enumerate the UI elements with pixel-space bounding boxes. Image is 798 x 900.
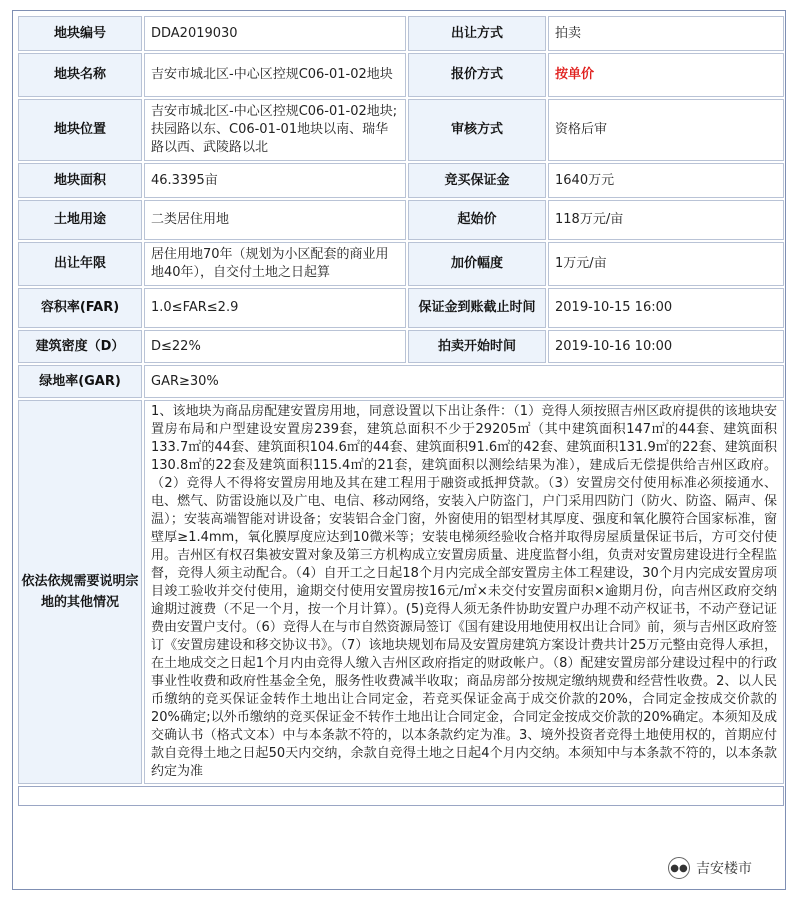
table-row [18,330,784,363]
bid-deposit-value: 1640万元 [548,163,784,198]
parcel-id-value: DDA2019030 [144,16,406,51]
empty-footer-cell [18,786,784,806]
parcel-location-label: 地块位置 [18,99,142,161]
land-use-label: 土地用途 [18,200,142,240]
parcel-location-value: 吉安市城北区-中心区控规C06-01-02地块;扶园路以东、C06-01-01地块以南、瑞华路以西、武陵路以北 [144,99,406,161]
watermark-text: 吉安楼市 [696,861,752,877]
starting-price-value: 118万元/亩 [548,200,784,240]
other-conditions-label: 依法依规需要说明宗地的其他情况 [18,400,142,784]
green-ratio-value: GAR≥30% [144,365,784,398]
parcel-name-label: 地块名称 [18,53,142,97]
other-conditions-text: 1、该地块为商品房配建安置房用地，同意设置以下出让条件：（1）竞得人须按照吉州区政府提供的该地块安置房布局和户型建设安置房239套，建筑总面积不少于29205㎡（其中建筑面积147㎡的44套、建筑面积133.7㎡的44套、建筑面积104.6㎡的44套、建筑面积91.6㎡的42套、建筑面积131.9㎡的22套、建筑面积130.8㎡的22套及建筑面积115.4㎡的21套，建筑面积以测绘结果为准），建成后无偿提供给吉州区政府。（2）竞得人不得将安置房用地及其在建工程用于融资或抵押贷款。（3）安置房交付使用标准必须接通水、电、燃气、防雷设施以及广电、电信、移动网络，安装入户防盗门，户门采用四防门（防火、防盗、隔声、保温）；安装高端智能对讲设备；安装铝合金门窗，外窗使用的铝型材其厚度、强度和氧化膜符合国家标准，窗壁厚≥1.4mm，氧化膜厚度应达到10微米等；安装电梯须经验收合格并取得房屋质量保证书后，方可交付使用。吉州区有权召集被安置对象及第三方机构成立安置房质量、进度监督小组，负责对安置房建设进行全程监督，竞得人须主动配合。（4）自开工之日起18个月内完成全部安置房主体工程建设，30个月内完成安置房项目竣工验收并交付使用，逾期交付使用安置房按16元/㎡×未交付安置房面积×逾期月份，向吉州区政府交纳逾期过渡费（不足一个月，按一个月计算）。(5)竞得人须无条件协助安置户办理不动产权证书，不动产登记证费由安置户支付。（6）竞得人在与市自然资源局签订《国有建设用地使用权出让合同》前，须与吉州区政府签订《安置房建设和移交协议书》。（7）该地块规划布局及安置房建筑方案设计费共计25万元整由竞得人承担，在土地成交之日起1个月内由竞得人缴入吉州区政府指定的财政帐户。（8）配建安置房部分建设过程中的行政事业性收费和政府性基金全免，服务性收费减半收取；商品房部分按规定缴纳规费和经营性收费。2、以人民币缴纳的竞买保证金转作土地出让合同定金，若竞买保证金高于成交价款的20%，合同定金按成交价款的20%确定;以外币缴纳的竞买保证金不转作土地出让合同定金，合同定金按成交价款的20%确定。本须知及成交确认书（格式文本）中与本条款不符的，以本条款约定为准。3、境外投资者竞得土地使用权的，首期应付款自竞得土地之日起50天内交纳，余款自竞得土地之日起4个月内交纳。本须知中与本条款不符的，以本条款约定为准 [144,400,784,784]
table-row [18,242,784,286]
table-row [18,99,784,161]
table-row [18,786,784,806]
transfer-method-label: 出让方式 [408,16,546,51]
parcel-area-label: 地块面积 [18,163,142,198]
review-method-value: 资格后审 [548,99,784,161]
table-row [18,400,784,784]
table-row [18,163,784,198]
transfer-method-value: 拍卖 [548,16,784,51]
parcel-name-value: 吉安市城北区-中心区控规C06-01-02地块 [144,53,406,97]
transfer-term-value: 居住用地70年（规划为小区配套的商业用地40年），自交付土地之日起算 [144,242,406,286]
parcel-area-value: 46.3395亩 [144,163,406,198]
table-row [18,16,784,51]
auction-start-value: 2019-10-16 10:00 [548,330,784,363]
table-row [18,53,784,97]
far-label: 容积率(FAR) [18,288,142,328]
building-density-label: 建筑密度（D） [18,330,142,363]
bid-increment-value: 1万元/亩 [548,242,784,286]
auction-start-label: 拍卖开始时间 [408,330,546,363]
review-method-label: 审核方式 [408,99,546,161]
transfer-term-label: 出让年限 [18,242,142,286]
land-info-table [16,14,786,808]
bid-deposit-label: 竞买保证金 [408,163,546,198]
green-ratio-label: 绿地率(GAR) [18,365,142,398]
building-density-value: D≤22% [144,330,406,363]
wechat-icon: ●● [668,857,690,879]
starting-price-label: 起始价 [408,200,546,240]
bid-increment-label: 加价幅度 [408,242,546,286]
watermark [668,857,752,879]
parcel-id-label: 地块编号 [18,16,142,51]
quote-method-label: 报价方式 [408,53,546,97]
land-use-value: 二类居住用地 [144,200,406,240]
table-row [18,200,784,240]
table-row [18,365,784,398]
table-row [18,288,784,328]
quote-method-value: 按单价 [548,53,784,97]
far-value: 1.0≤FAR≤2.9 [144,288,406,328]
deposit-deadline-label: 保证金到账截止时间 [408,288,546,328]
deposit-deadline-value: 2019-10-15 16:00 [548,288,784,328]
